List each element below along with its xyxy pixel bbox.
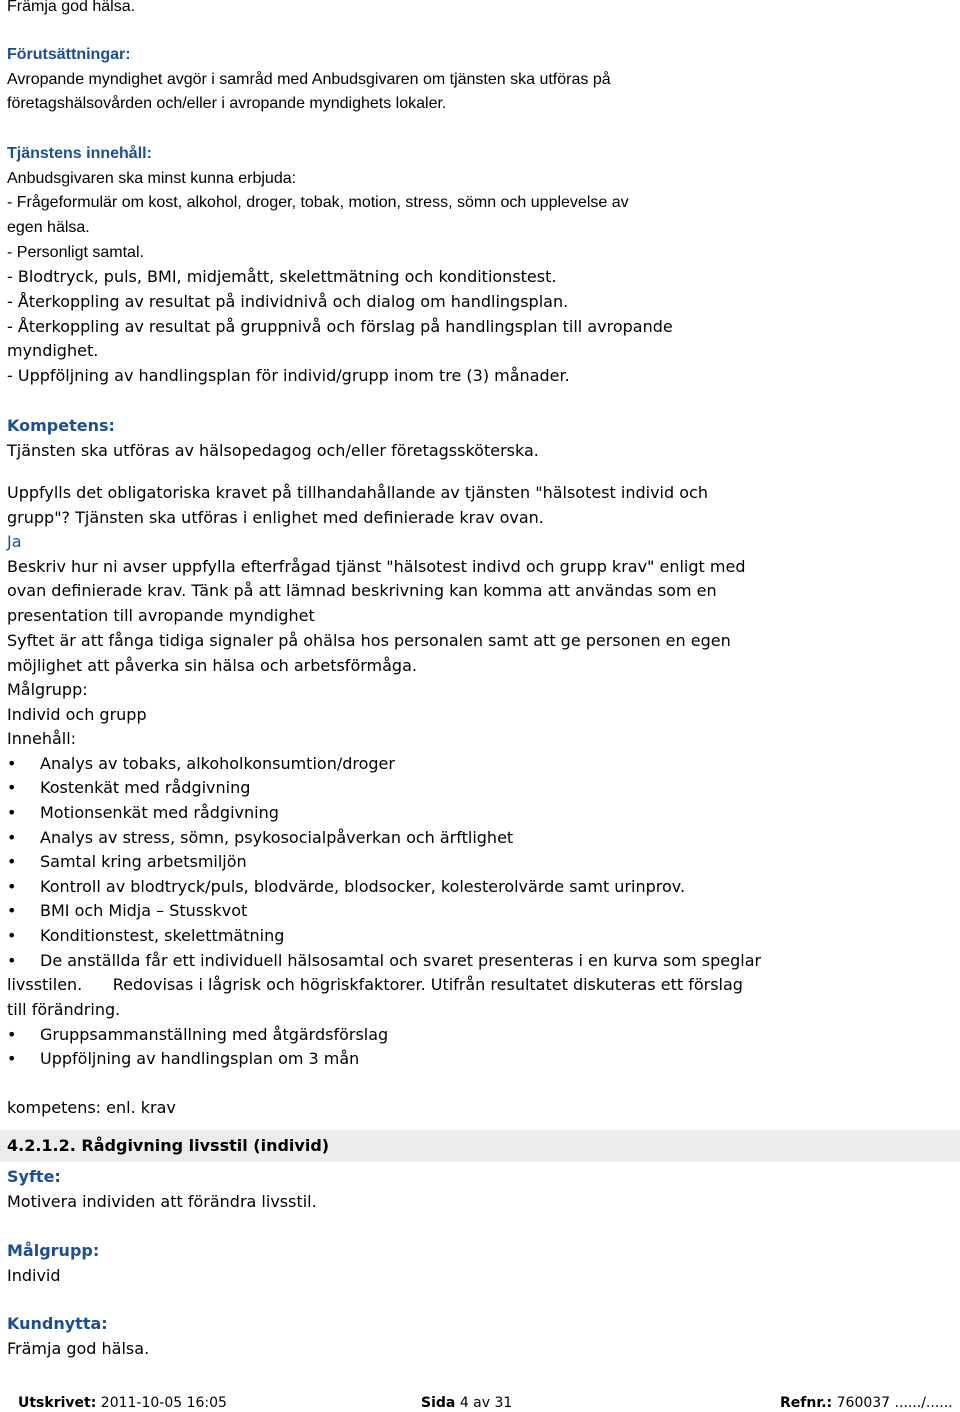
bullet-icon: • xyxy=(7,926,17,945)
requirement-line: Uppfylls det obligatoriska kravet på tillhandahållande av tjänsten "hälsotest individ och xyxy=(7,483,708,502)
describe-line: presentation till avropande myndighet xyxy=(7,606,315,625)
content-line: - Personligt samtal. xyxy=(7,244,144,261)
bullet-icon: • xyxy=(7,1049,17,1068)
describe-line: Beskriv hur ni avser uppfylla efterfrågad tjänst "hälsotest indivd och grupp krav" enligt med xyxy=(7,557,746,576)
benefit-value: Främja god hälsa. xyxy=(7,1339,150,1358)
bullet-icon: • xyxy=(7,803,17,822)
page-value: 4 av 31 xyxy=(459,1395,513,1411)
target-group-label: Målgrupp: xyxy=(7,1241,100,1260)
content-line: - Blodtryck, puls, BMI, midjemått, skelettmätning och konditionstest. xyxy=(7,267,557,286)
section-title: 4.2.1.2. Rådgivning livsstil (individ) xyxy=(7,1136,330,1155)
requirement-answer: Ja xyxy=(7,532,22,551)
content-line: myndighet. xyxy=(7,341,99,360)
ref-value: 760037 ....../...... xyxy=(836,1395,953,1411)
content-line: egen hälsa. xyxy=(7,219,90,236)
printed-value: 2011-10-05 16:05 xyxy=(100,1395,227,1411)
bullet-icon: • xyxy=(7,852,17,871)
purpose-label: Syfte: xyxy=(7,1167,61,1186)
describe-line: ovan definierade krav. Tänk på att lämnad beskrivning kan komma att användas som en xyxy=(7,581,717,600)
bullet-continuation: livsstilen. Redovisas i lågrisk och högriskfaktorer. Utifrån resultatet diskuteras ett förslag xyxy=(7,975,743,994)
footer-printed xyxy=(18,1394,227,1412)
content-heading: Tjänstens innehåll: xyxy=(7,145,152,162)
bullet-icon: • xyxy=(7,877,17,896)
content-line: - Uppföljning av handlingsplan för individ/grupp inom tre (3) månader. xyxy=(7,366,570,385)
ref-label: Refnr.: xyxy=(780,1395,833,1411)
purpose-line: möjlighet att påverka sin hälsa och arbetsförmåga. xyxy=(7,656,417,675)
content-line: - Återkoppling av resultat på gruppnivå och förslag på handlingsplan till avropande xyxy=(7,317,673,336)
competence-heading: Kompetens: xyxy=(7,416,115,435)
bullet-continuation: till förändring. xyxy=(7,1000,121,1019)
bullet-icon: • xyxy=(7,754,17,773)
content-line: - Återkoppling av resultat på individnivå och dialog om handlingsplan. xyxy=(7,292,569,311)
bullet-icon: • xyxy=(7,828,17,847)
bullet-icon: • xyxy=(7,778,17,797)
intro-tail: Främja god hälsa. xyxy=(7,0,136,15)
target-value: Individ och grupp xyxy=(7,705,147,724)
prereq-line: företagshälsovården och/eller i avropande myndighets lokaler. xyxy=(7,95,447,112)
content-line: Anbudsgivaren ska minst kunna erbjuda: xyxy=(7,170,297,187)
bullet-icon: • xyxy=(7,901,17,920)
footer-ref xyxy=(780,1394,953,1412)
footer-page xyxy=(421,1394,512,1412)
purpose-line: Syftet är att fånga tidiga signaler på ohälsa hos personalen samt att ge personen en egen xyxy=(7,631,731,650)
page-label: Sida xyxy=(421,1395,456,1411)
content-label: Innehåll: xyxy=(7,729,77,748)
benefit-label: Kundnytta: xyxy=(7,1314,108,1333)
competence-line: Tjänsten ska utföras av hälsopedagog och/eller företagssköterska. xyxy=(7,441,539,460)
target-group-value: Individ xyxy=(7,1266,61,1285)
printed-label: Utskrivet: xyxy=(18,1395,97,1411)
bullet-icon: • xyxy=(7,1025,17,1044)
requirement-line: grupp"? Tjänsten ska utföras i enlighet med definierade krav ovan. xyxy=(7,508,544,527)
target-label: Målgrupp: xyxy=(7,680,88,699)
bullet-icon: • xyxy=(7,951,17,970)
content-line: - Frågeformulär om kost, alkohol, droger, tobak, motion, stress, sömn och upplevelse av xyxy=(7,194,629,211)
competence-note: kompetens: enl. krav xyxy=(7,1098,176,1117)
prereq-line: Avropande myndighet avgör i samråd med Anbudsgivaren om tjänsten ska utföras på xyxy=(7,71,611,88)
purpose-value: Motivera individen att förändra livsstil. xyxy=(7,1192,317,1211)
prereq-heading: Förutsättningar: xyxy=(7,46,131,63)
